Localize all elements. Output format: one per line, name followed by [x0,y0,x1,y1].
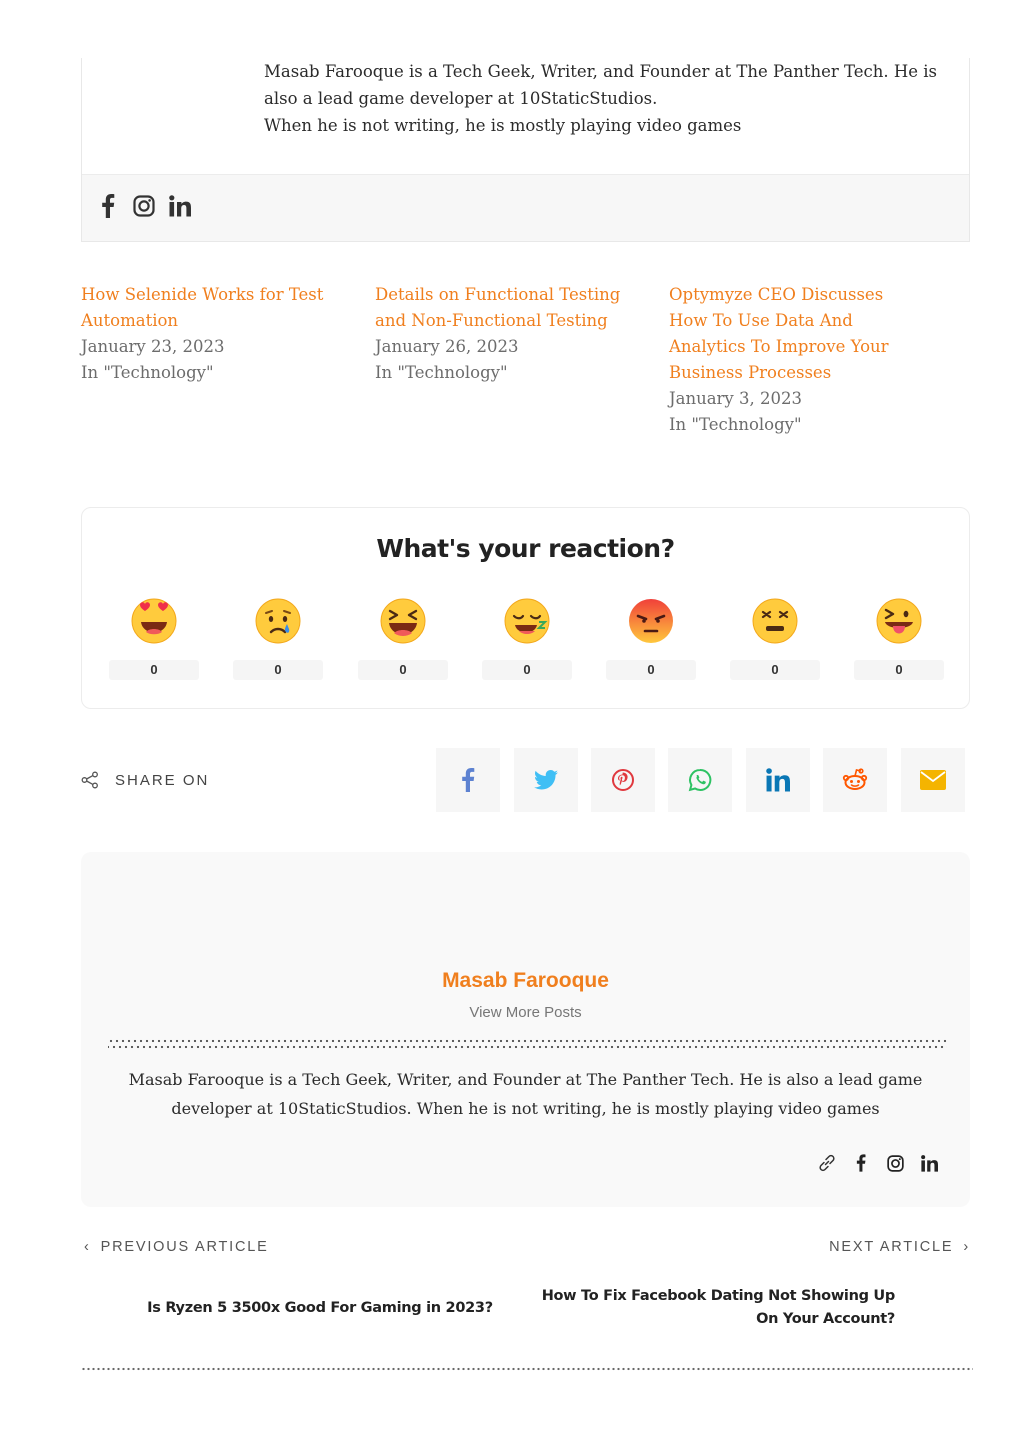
author-bio-line1: Masab Farooque is a Tech Geek, Writer, and Founder at The Panther Tech. He is also a lead game developer at 10StaticStudios. [264,62,937,108]
related-post-category: In "Technology" [669,415,802,434]
author-bio-line2: When he is not writing, he is mostly playing video games [264,116,742,135]
related-post-date: January 26, 2023 [375,337,519,356]
share-label-text: SHARE ON [115,771,210,789]
share-twitter-button[interactable] [514,748,578,812]
angry-emoji-icon [627,596,675,644]
author-card [81,852,970,1207]
related-post-category: In "Technology" [375,363,508,382]
linkedin-icon [766,768,790,792]
reactions-box [81,507,970,709]
share-reddit-button[interactable] [823,748,887,812]
related-post-date: January 3, 2023 [669,389,802,408]
author-social-bar [82,174,969,241]
linkedin-icon[interactable] [918,1152,940,1174]
related-post-category: In "Technology" [81,363,214,382]
reaction-wink[interactable] [854,596,944,680]
related-post [669,282,919,438]
share-whatsapp-button[interactable] [668,748,732,812]
reaction-count: 0 [482,660,572,680]
next-article-label: NEXT ARTICLE [829,1239,954,1255]
facebook-icon [461,768,475,792]
reaction-count: 0 [358,660,448,680]
link-icon[interactable] [816,1152,838,1174]
reaction-count: 0 [854,660,944,680]
dotted-divider [108,1038,947,1050]
reaction-count: 0 [109,660,199,680]
reaction-dead[interactable] [730,596,820,680]
email-icon [920,770,946,790]
facebook-icon[interactable] [850,1152,872,1174]
related-post-title[interactable]: Details on Functional Testing and Non-Functional Testing [375,285,621,330]
love-emoji-icon [130,596,178,644]
related-post-title[interactable]: How Selenide Works for Test Automation [81,285,324,330]
reaction-sleepy[interactable] [482,596,572,680]
sad-emoji-icon [254,596,302,644]
reactions-heading: What's your reaction? [376,534,675,563]
chevron-left-icon: ‹ [84,1239,91,1255]
share-linkedin-button[interactable] [746,748,810,812]
share-pinterest-button[interactable] [591,748,655,812]
dead-emoji-icon [751,596,799,644]
twitter-icon [534,770,558,790]
reaction-laugh[interactable] [358,596,448,680]
facebook-icon[interactable] [95,193,121,219]
previous-article-link[interactable] [84,1239,269,1255]
reaction-love[interactable] [109,596,199,680]
author-card-links [816,1152,940,1174]
reaction-count: 0 [233,660,323,680]
next-article-title[interactable]: How To Fix Facebook Dating Not Showing Up On Your Account? [541,1288,895,1327]
reaction-angry[interactable] [606,596,696,680]
related-post [81,282,351,386]
previous-article-title[interactable]: Is Ryzen 5 3500x Good For Gaming in 2023? [147,1300,493,1316]
wink-tongue-emoji-icon [875,596,923,644]
related-post-title[interactable]: Optymyze CEO Discusses How To Use Data And Analytics To Improve Your Business Processes [669,285,889,382]
laugh-emoji-icon [379,596,427,644]
next-article-link[interactable] [829,1239,970,1255]
reaction-count: 0 [606,660,696,680]
previous-article-label: PREVIOUS ARTICLE [100,1239,269,1255]
dotted-divider [81,1366,973,1372]
reaction-sad[interactable] [233,596,323,680]
related-post [375,282,640,386]
author-card-bio: Masab Farooque is a Tech Geek, Writer, and Founder at The Panther Tech. He is also a lead game developer at 10StaticStudios. When he is not writing, he is mostly playing video games [128,1070,923,1118]
view-more-posts-link[interactable]: View More Posts [469,1004,582,1021]
author-box [81,58,970,242]
linkedin-icon[interactable] [167,193,193,219]
author-bio [264,58,954,139]
instagram-icon[interactable] [884,1152,906,1174]
reaction-count: 0 [730,660,820,680]
sleepy-emoji-icon [503,596,551,644]
share-email-button[interactable] [901,748,965,812]
author-name[interactable]: Masab Farooque [442,969,609,992]
share-facebook-button[interactable] [436,748,500,812]
related-post-date: January 23, 2023 [81,337,225,356]
chevron-right-icon: › [963,1239,970,1255]
pinterest-icon [612,769,634,791]
whatsapp-icon [688,768,712,792]
share-icon [81,771,99,789]
reddit-icon [842,768,868,792]
share-label [81,771,209,789]
instagram-icon[interactable] [131,193,157,219]
